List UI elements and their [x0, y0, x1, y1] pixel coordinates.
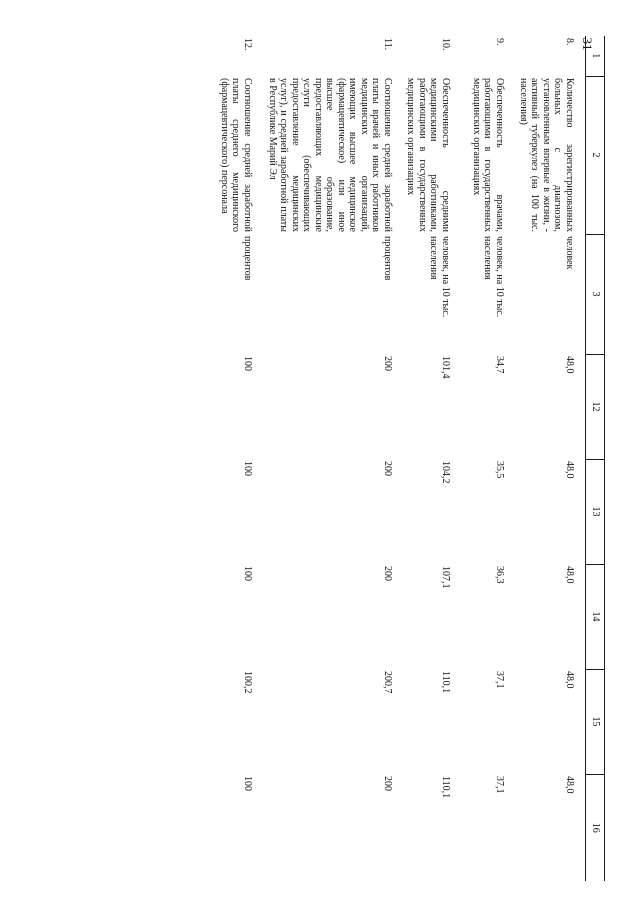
row-number: 10. — [440, 38, 451, 51]
indicator-name: Обеспеченность средними медицинскими работниками, работающими в государственных медицинских организациях — [405, 78, 451, 232]
value-cell: 100,2 — [242, 671, 253, 694]
rotated-table-region — [120, 36, 605, 881]
value-cell: 101,4 — [440, 356, 451, 379]
value-cell: 100 — [242, 776, 253, 791]
value-cell: 48,0 — [564, 356, 575, 374]
row-number: 9. — [494, 38, 505, 46]
column-header: 15 — [586, 669, 605, 774]
value-cell: 48,0 — [564, 776, 575, 794]
table-row — [403, 36, 461, 881]
column-header: 1 — [586, 36, 605, 76]
unit-cell: человек — [564, 236, 575, 270]
value-cell: 110,1 — [440, 776, 451, 799]
table-row — [193, 36, 263, 881]
value-cell: 200 — [382, 461, 393, 476]
row-number: 11. — [382, 38, 393, 51]
row-number: 12. — [242, 38, 253, 51]
value-cell: 104,2 — [440, 461, 451, 484]
indicator-name: Количество зарегистрированных больных с диагнозом, установленным впервые в жизни, - активный туберкулез (на 100 тыс. населения) — [518, 78, 575, 232]
table-row — [461, 36, 515, 881]
column-header: 12 — [586, 354, 605, 459]
table-row — [263, 36, 403, 881]
value-cell: 107,1 — [440, 566, 451, 589]
column-header: 3 — [586, 234, 605, 354]
value-cell: 200 — [382, 776, 393, 791]
value-cell: 110,1 — [440, 671, 451, 694]
value-cell: 34,7 — [494, 356, 505, 374]
unit-cell: процентов — [242, 236, 253, 281]
column-header: 2 — [586, 76, 605, 234]
indicators-table — [193, 36, 605, 881]
unit-cell: человек, на 10 тыс. населения — [428, 236, 451, 318]
row-number: 8. — [564, 38, 575, 46]
value-cell: 37,1 — [494, 776, 505, 794]
column-header: 14 — [586, 564, 605, 669]
page-number: 31 — [580, 37, 595, 51]
indicator-name: Соотношение средней заработной платы врачей и иных работников медицинских организаций, имеющих высшее медицинское (фармацевтическое) или иное высшее образование, предоставляющих медицинские услуги (обеспечивающих предоставление медицинских услуг), и средней заработной платы в Республике Марий Эл — [267, 78, 393, 232]
indicator-name: Обеспеченность врачами, работающими в государственных медицинских организациях — [471, 78, 505, 232]
unit-cell: человек, на 10 тыс. населения — [482, 236, 505, 318]
value-cell: 200,7 — [382, 671, 393, 694]
value-cell: 48,0 — [564, 671, 575, 689]
column-header: 13 — [586, 459, 605, 564]
column-header: 16 — [586, 774, 605, 881]
value-cell: 48,0 — [564, 566, 575, 584]
header-row — [586, 36, 605, 881]
value-cell: 200 — [382, 356, 393, 371]
value-cell: 37,1 — [494, 671, 505, 689]
value-cell: 100 — [242, 356, 253, 371]
table-row — [515, 36, 586, 881]
value-cell: 200 — [382, 566, 393, 581]
value-cell: 100 — [242, 461, 253, 476]
value-cell: 35,5 — [494, 461, 505, 479]
value-cell: 48,0 — [564, 461, 575, 479]
indicator-name: Соотношение средней заработной платы среднего медицинского (фармацевтического) персонала — [219, 78, 253, 232]
value-cell: 100 — [242, 566, 253, 581]
unit-cell: процентов — [382, 236, 393, 281]
value-cell: 36,3 — [494, 566, 505, 584]
